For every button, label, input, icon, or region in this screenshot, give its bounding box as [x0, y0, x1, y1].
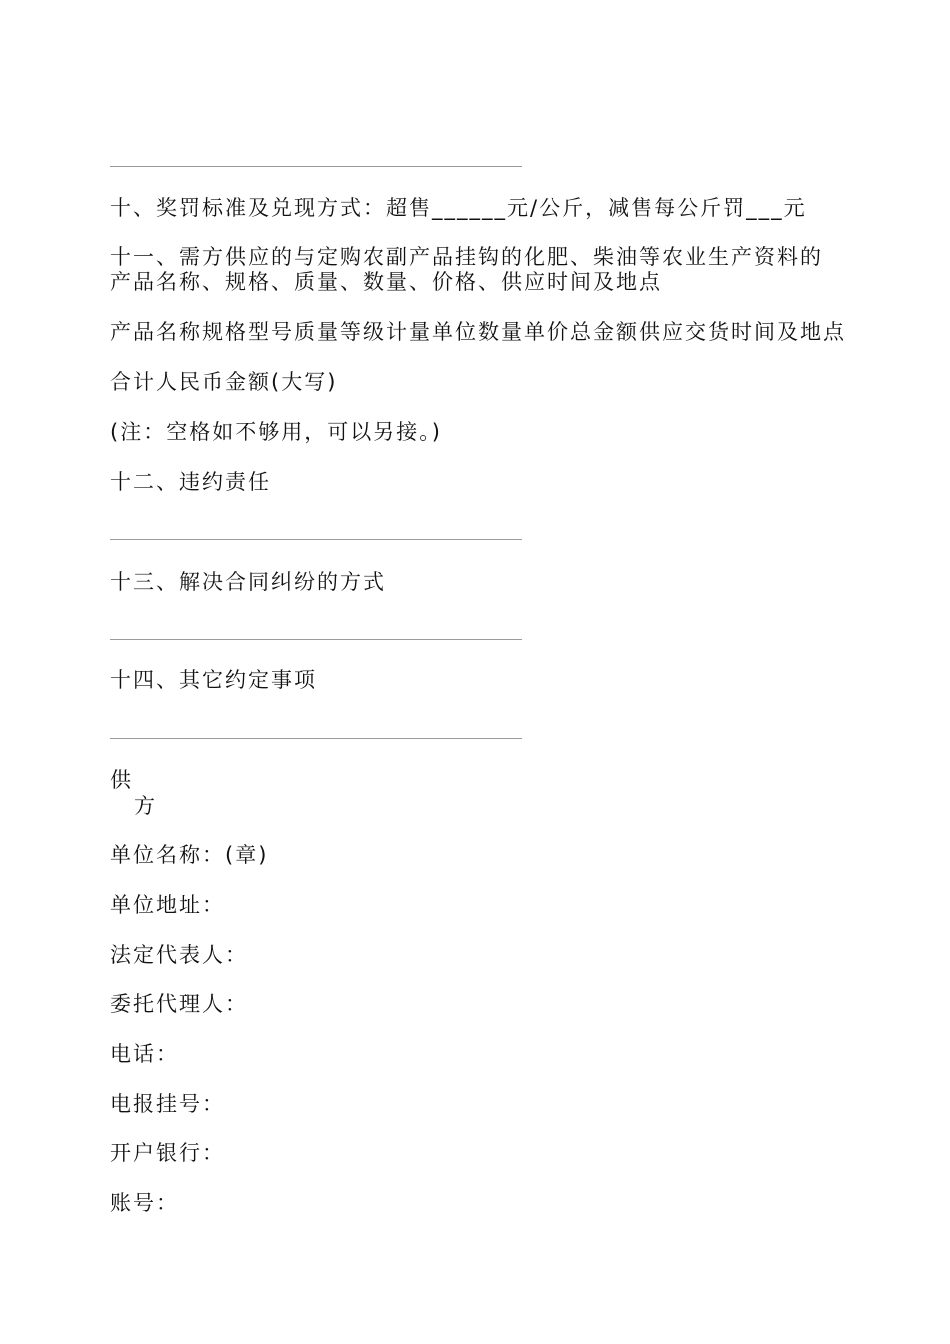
supplier-agent: 委托代理人：: [110, 992, 248, 1016]
supplier-legal-rep: 法定代表人：: [110, 943, 248, 967]
blank-line-9: [110, 166, 522, 167]
blank-line-14: [110, 738, 522, 739]
supplier-unit-name: 单位名称：(章): [110, 843, 269, 867]
note-text: (注：空格如不够用，可以另接。): [110, 420, 442, 444]
supplier-bank: 开户银行：: [110, 1141, 225, 1165]
supplier-title-char-1: 供: [110, 768, 133, 792]
section-12-liability: 十二、违约责任: [110, 470, 271, 494]
supplier-account: 账号：: [110, 1191, 179, 1215]
blank-line-12: [110, 539, 522, 540]
supplier-title-char-2: 方: [134, 794, 157, 818]
product-table-header: 产品名称规格型号质量等级计量单位数量单价总金额供应交货时间及地点: [110, 320, 846, 344]
supplier-unit-address: 单位地址：: [110, 893, 225, 917]
section-13-dispute: 十三、解决合同纠纷的方式: [110, 570, 386, 594]
supplier-phone: 电话：: [110, 1042, 179, 1066]
supplier-telegraph: 电报挂号：: [110, 1092, 225, 1116]
section-11-supplies: 十一、需方供应的与定购农副产品挂钩的化肥、柴油等农业生产资料的产品名称、规格、质量、数量、价格、供应时间及地点: [110, 245, 823, 294]
section-14-other: 十四、其它约定事项: [110, 668, 317, 692]
blank-line-13: [110, 639, 522, 640]
section-10-reward-penalty: 十、奖罚标准及兑现方式：超售______元/公斤，减售每公斤罚___元: [110, 196, 807, 220]
total-amount-label: 合计人民币金额(大写): [110, 370, 338, 394]
